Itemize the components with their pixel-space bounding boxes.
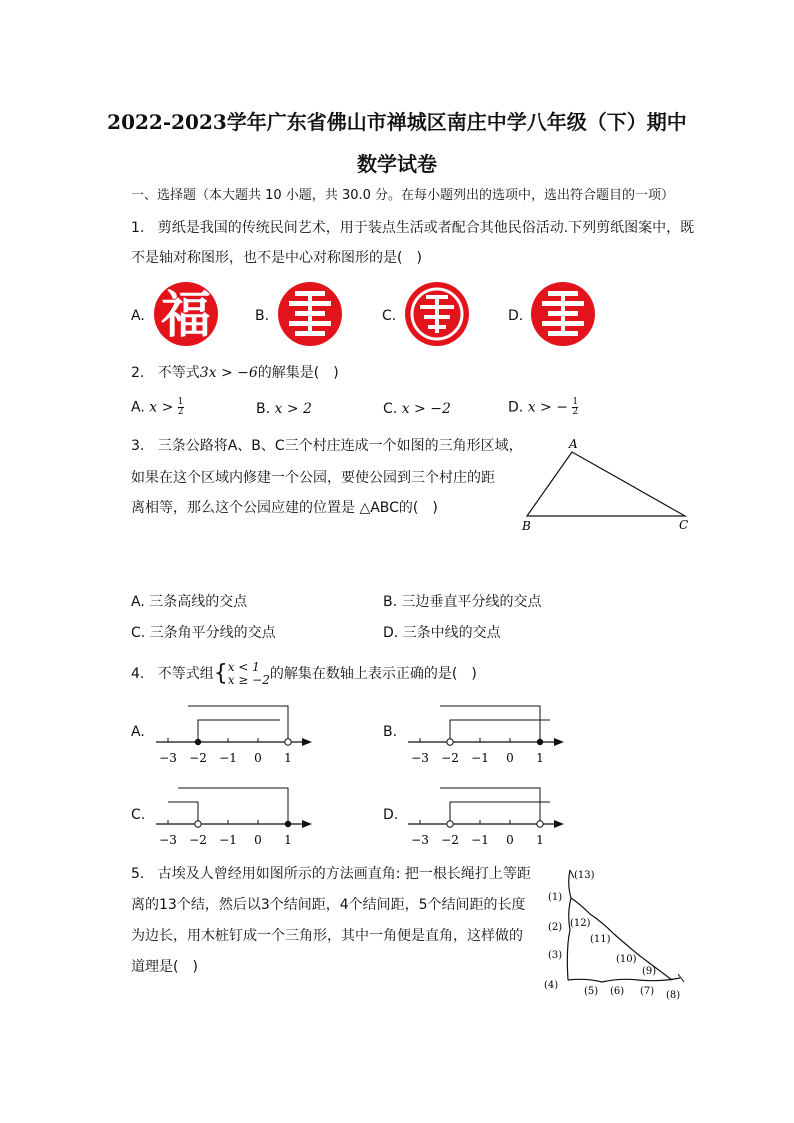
svg-text:0: 0 (254, 833, 262, 847)
svg-text:0: 0 (506, 833, 514, 847)
q2-option-b[interactable]: B. x > 2 (256, 401, 312, 417)
svg-text:1: 1 (536, 833, 544, 847)
q2-option-c[interactable]: C. x > −2 (383, 401, 451, 417)
question-5-line4: 道理是( ) (131, 959, 198, 975)
svg-text:−3: −3 (411, 751, 429, 765)
q2-option-d[interactable]: D. x > − $\frac{1}{2}$ (508, 397, 579, 417)
svg-text:(7): (7) (640, 986, 655, 997)
svg-text:(1): (1) (548, 892, 563, 903)
question-5-line3: 为边长，用木桩钉成一个三角形，其中一角便是直角，这样做的 (131, 928, 523, 944)
papercut-fu-icon (151, 281, 221, 347)
q3-option-a[interactable]: A. 三条高线的交点 (131, 594, 248, 610)
svg-text:−2: −2 (441, 751, 459, 765)
rope-right-triangle-figure (540, 864, 694, 1004)
triangle-abc-figure (515, 436, 695, 536)
svg-text:(4): (4) (544, 980, 559, 991)
svg-text:0: 0 (506, 751, 514, 765)
svg-text:−2: −2 (189, 751, 207, 765)
svg-text:(5): (5) (584, 986, 599, 997)
svg-text:(2): (2) (548, 922, 563, 933)
papercut-shou-icon (402, 281, 472, 347)
svg-text:(10): (10) (616, 954, 637, 965)
q1-options (131, 281, 611, 347)
svg-text:−1: −1 (219, 833, 237, 847)
option-label[interactable]: A. (131, 724, 145, 740)
page-title-line1: 2022-2023学年广东省佛山市禅城区南庄中学八年级（下）期中 (107, 110, 687, 134)
number-line-b (400, 700, 570, 768)
svg-text:−3: −3 (159, 833, 177, 847)
q3-option-d[interactable]: D. 三条中线的交点 (383, 625, 501, 641)
option-label[interactable]: A. (131, 308, 145, 324)
option-label[interactable]: B. (255, 308, 270, 324)
question-3-line2: 如果在这个区域内修建一个公园，要使公园到三个村庄的距 (131, 470, 495, 486)
question-3-line3: 离相等，那么这个公园应建的位置是 △ABC的( ) (131, 500, 438, 516)
question-number: 1. (131, 220, 145, 236)
papercut-glyph: 福 (161, 285, 211, 344)
system-condition-2: x ≥ −2 (227, 673, 270, 687)
svg-text:1: 1 (284, 751, 292, 765)
svg-text:−1: −1 (471, 833, 489, 847)
svg-text:(11): (11) (590, 934, 611, 945)
question-4-stem: 4. 不等式组{ x < 1 x ≥ −2 的解集在数轴上表示正确的是( ) (131, 660, 477, 687)
question-5-line1: 5. 古埃及人曾经用如图所示的方法画直角: 把一根长绳打上等距 (131, 866, 531, 882)
svg-text:1: 1 (536, 751, 544, 765)
q3-option-b[interactable]: B. 三边垂直平分线的交点 (383, 594, 542, 610)
svg-text:(9): (9) (642, 966, 657, 977)
svg-text:0: 0 (254, 751, 262, 765)
svg-text:−2: −2 (441, 833, 459, 847)
papercut-xi-icon (275, 281, 345, 347)
svg-text:−2: −2 (189, 833, 207, 847)
question-2-stem: 2. 不等式3x > −6的解集是( ) (131, 365, 339, 381)
vertex-a-label: A (569, 437, 578, 451)
section-heading: 一、选择题（本大题共 10 小题，共 30.0 分。在每小题列出的选项中，选出符合题目的一项） (131, 188, 675, 203)
svg-text:(6): (6) (610, 986, 625, 997)
vertex-c-label: C (679, 518, 689, 532)
option-label[interactable]: B. (383, 724, 398, 740)
q3-option-c[interactable]: C. 三条角平分线的交点 (131, 625, 276, 641)
question-1-line1: 1. 剪纸是我国的传统民间艺术，用于装点生活或者配合其他民俗活动.下列剪纸图案中，既 (131, 220, 695, 236)
papercut-xi-icon (528, 281, 598, 347)
svg-text:(13): (13) (574, 870, 595, 881)
svg-text:−1: −1 (219, 751, 237, 765)
vertex-b-label: B (522, 519, 531, 533)
number-line-a (148, 700, 318, 768)
svg-text:(8): (8) (666, 990, 681, 1001)
q2-option-a[interactable]: A. x > $\frac{1}{2}$ (131, 397, 184, 417)
number-line-d (400, 782, 570, 850)
question-1-line2: 不是轴对称图形，也不是中心对称图形的是( ) (131, 250, 422, 266)
option-label[interactable]: C. (131, 807, 146, 823)
system-condition-1: x < 1 (227, 660, 260, 674)
option-label[interactable]: D. (383, 807, 399, 823)
svg-text:(12): (12) (570, 918, 591, 929)
question-3-line1: 3. 三条公路将A、B、C三个村庄连成一个如图的三角形区域， (131, 438, 523, 454)
svg-text:−1: −1 (471, 751, 489, 765)
page-title-line2: 数学试卷 (357, 152, 437, 176)
svg-text:−3: −3 (411, 833, 429, 847)
svg-text:1: 1 (284, 833, 292, 847)
question-5-line2: 离的13个结，然后以3个结间距，4个结间距，5个结间距的长度 (131, 897, 526, 913)
svg-text:(3): (3) (548, 950, 563, 961)
option-label[interactable]: D. (508, 308, 524, 324)
svg-text:−3: −3 (159, 751, 177, 765)
option-label[interactable]: C. (382, 308, 397, 324)
number-line-c (148, 782, 318, 850)
